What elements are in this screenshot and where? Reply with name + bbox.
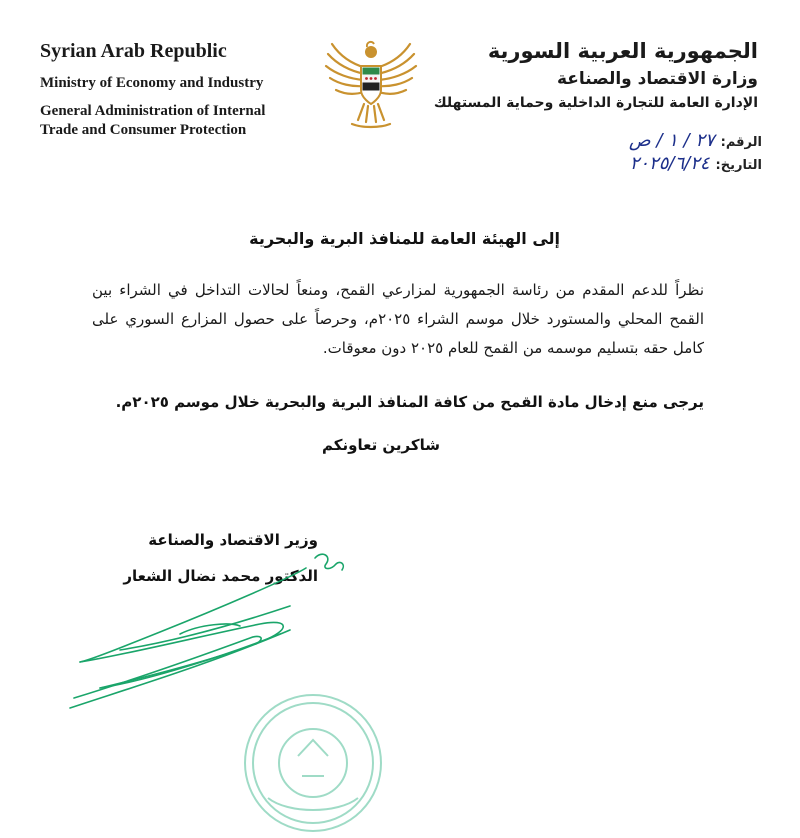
handwritten-signature (60, 538, 360, 713)
letter-body: نظراً للدعم المقدم من رئاسة الجمهورية لمزارعي القمح، ومنعاً لحالات التداخل في الشراء بين القمح المحلي والمستورد خلال موسم الشراء ٢٠٢٥م، وحرصاً على حصول المزارع السوري على كامل حقه بتسليم موسمه من القمح للعام ٢٠٢٥ دون معوقات. (92, 281, 704, 357)
official-stamp-icon (238, 688, 388, 838)
signatory-name: الدكتور محمد نضال الشعار (123, 567, 318, 585)
letter-request: يرجى منع إدخال مادة القمح من كافة المنافذ البرية والبحرية خلال موسم ٢٠٢٥م. (115, 393, 704, 411)
english-country-title: Syrian Arab Republic (40, 40, 227, 62)
arabic-country-title: الجمهورية العربية السورية (487, 39, 758, 63)
reference-number-label: الرقم: (720, 135, 762, 150)
english-letterhead (40, 40, 310, 140)
reference-date (532, 153, 762, 174)
arabic-ministry-name: وزارة الاقتصاد والصناعة (556, 69, 758, 89)
english-admin-line-1: General Administration of Internal (40, 103, 266, 119)
letter-closing: شاكرين تعاونكم (322, 436, 440, 454)
eagle-emblem-icon (322, 38, 420, 130)
arabic-admin-name: الإدارة العامة للتجارة الداخلية وحماية المستهلك (433, 95, 758, 111)
arabic-letterhead (428, 36, 758, 114)
letter-recipient: إلى الهيئة العامة للمنافذ البرية والبحرية (249, 229, 560, 248)
reference-number (532, 130, 762, 151)
english-ministry-name: Ministry of Economy and Industry (40, 75, 264, 91)
reference-date-label: التاريخ: (715, 158, 762, 173)
english-admin-line-2: Trade and Consumer Protection (40, 122, 247, 138)
signatory-title: وزير الاقتصاد والصناعة (148, 531, 318, 549)
reference-number-value: ٢٧ / ١ / ص (628, 130, 715, 151)
reference-date-value: ٢٠٢٥/٦/٢٤ (629, 153, 710, 174)
